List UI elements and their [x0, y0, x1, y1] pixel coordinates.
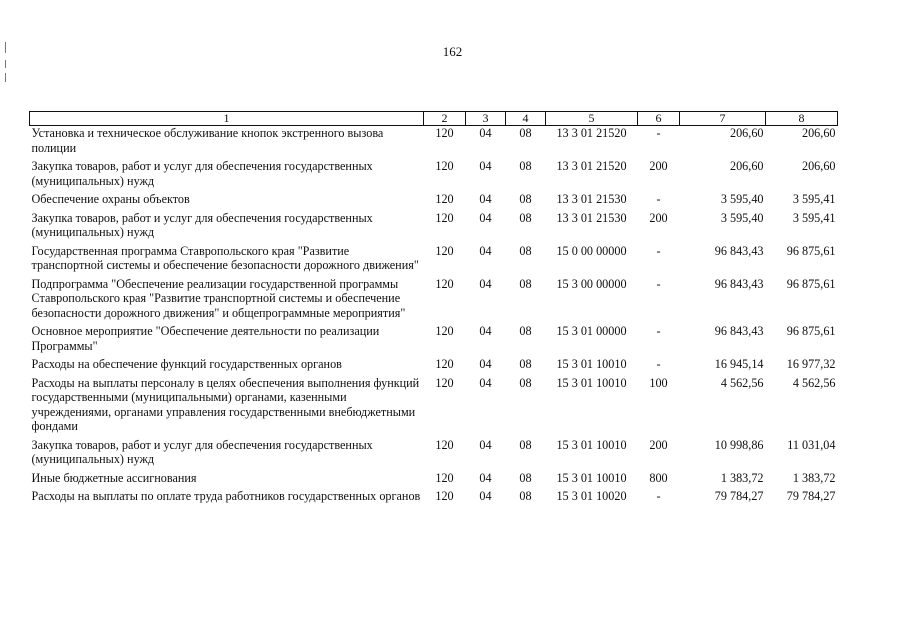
- column-header: 4: [506, 112, 546, 126]
- subsection-code-cell: 08: [519, 276, 532, 291]
- row-name-cell: Государственная программа Ставропольского края "Развитие транспортной системы и обеспечение безопасности дорожного движения": [31, 243, 419, 272]
- section-code-cell: 04: [479, 324, 492, 338]
- subsection-code-cell: 08: [519, 357, 532, 371]
- ministry-code-cell: 120: [435, 375, 454, 390]
- column-header: 7: [680, 112, 766, 126]
- ministry-code-cell: 120: [435, 489, 454, 503]
- section-code-cell: 04: [479, 126, 492, 140]
- expense-type-cell: -: [656, 126, 661, 140]
- amount-col7-cell: 96 843,43: [714, 276, 764, 291]
- ministry-code-cell: 120: [435, 159, 454, 173]
- expense-type-cell: -: [656, 192, 661, 206]
- amount-col8-cell: 16 977,32: [786, 357, 836, 371]
- column-header: 6: [638, 112, 680, 126]
- target-article-cell: 13 3 01 21520: [556, 159, 627, 173]
- table-header-row: [30, 112, 838, 126]
- ministry-code-cell: 120: [435, 192, 454, 206]
- expense-type-cell: 200: [649, 210, 668, 225]
- subsection-code-cell: 08: [519, 324, 532, 338]
- row-name-cell: Обеспечение охраны объектов: [31, 192, 190, 206]
- subsection-code-cell: 08: [519, 192, 532, 206]
- table-row: [30, 159, 838, 192]
- table-row: [30, 244, 838, 277]
- section-code-cell: 04: [479, 375, 492, 390]
- expense-type-cell: 200: [649, 437, 668, 452]
- amount-col7-cell: 3 595,40: [720, 210, 764, 225]
- expense-type-cell: -: [656, 243, 661, 258]
- section-code-cell: 04: [479, 489, 492, 503]
- expense-type-cell: 100: [649, 375, 668, 390]
- budget-table: [29, 111, 838, 508]
- margin-mark: [5, 60, 6, 68]
- subsection-code-cell: 08: [519, 375, 532, 390]
- table-row: [30, 489, 838, 508]
- ministry-code-cell: 120: [435, 126, 454, 140]
- ministry-code-cell: 120: [435, 210, 454, 225]
- column-header: 8: [766, 112, 838, 126]
- amount-col7-cell: 10 998,86: [714, 437, 764, 452]
- target-article-cell: 15 3 01 10020: [556, 489, 627, 503]
- amount-col8-cell: 1 383,72: [792, 470, 836, 485]
- column-header: 1: [30, 112, 424, 126]
- row-name-cell: Расходы на выплаты по оплате труда работников государственных органов: [31, 489, 421, 503]
- target-article-cell: 15 3 01 10010: [556, 357, 627, 371]
- section-code-cell: 04: [479, 210, 492, 225]
- row-name-cell: Закупка товаров, работ и услуг для обеспечения государственных (муниципальных) нужд: [31, 210, 373, 239]
- amount-col8-cell: 3 595,41: [792, 210, 836, 225]
- ministry-code-cell: 120: [435, 324, 454, 338]
- ministry-code-cell: 120: [435, 243, 454, 258]
- amount-col8-cell: 11 031,04: [787, 437, 836, 452]
- table-row: [30, 192, 838, 211]
- subsection-code-cell: 08: [519, 159, 532, 173]
- subsection-code-cell: 08: [519, 126, 532, 140]
- row-name-cell: Установка и техническое обслуживание кнопок экстренного вызова полиции: [31, 126, 384, 155]
- subsection-code-cell: 08: [519, 489, 532, 503]
- target-article-cell: 15 0 00 00000: [556, 243, 627, 258]
- table-row: [30, 438, 838, 471]
- amount-col7-cell: 3 595,40: [720, 192, 764, 206]
- table-row: [30, 324, 838, 357]
- amount-col7-cell: 16 945,14: [714, 357, 764, 371]
- subsection-code-cell: 08: [519, 470, 532, 485]
- table-row: [30, 376, 838, 438]
- row-name-cell: Расходы на выплаты персоналу в целях обеспечения выполнения функций государственными (муниципальными) органами, казенными учреждениями, органами управления государственными внебюджетными фондами: [31, 375, 420, 433]
- page-number: 162: [442, 44, 463, 59]
- target-article-cell: 13 3 01 21530: [556, 192, 627, 206]
- section-code-cell: 04: [479, 243, 492, 258]
- column-header: 3: [466, 112, 506, 126]
- amount-col8-cell: 206,60: [801, 159, 836, 173]
- expense-type-cell: -: [656, 357, 661, 371]
- ministry-code-cell: 120: [435, 276, 454, 291]
- subsection-code-cell: 08: [519, 437, 532, 452]
- row-name-cell: Закупка товаров, работ и услуг для обеспечения государственных (муниципальных) нужд: [31, 437, 373, 466]
- table-row: [30, 471, 838, 490]
- expense-type-cell: 200: [649, 159, 668, 173]
- row-name-cell: Закупка товаров, работ и услуг для обеспечения государственных (муниципальных) нужд: [31, 159, 373, 188]
- amount-col8-cell: 96 875,61: [786, 243, 836, 258]
- row-name-cell: Подпрограмма "Обеспечение реализации государственной программы Ставропольского края "Развитие транспортной системы и обеспечение безопасности дорожного движения" и общепрограммные мероприятия": [31, 276, 406, 320]
- ministry-code-cell: 120: [435, 437, 454, 452]
- amount-col7-cell: 79 784,27: [714, 489, 764, 503]
- target-article-cell: 15 3 01 10010: [556, 470, 627, 485]
- amount-col8-cell: 4 562,56: [792, 375, 836, 390]
- amount-col8-cell: 96 875,61: [786, 324, 836, 338]
- amount-col8-cell: 3 595,41: [792, 192, 836, 206]
- expense-type-cell: -: [656, 324, 661, 338]
- section-code-cell: 04: [479, 159, 492, 173]
- row-name-cell: Иные бюджетные ассигнования: [31, 470, 197, 485]
- section-code-cell: 04: [479, 357, 492, 371]
- target-article-cell: 15 3 00 00000: [556, 276, 627, 291]
- amount-col8-cell: 96 875,61: [786, 276, 836, 291]
- row-name-cell: Расходы на обеспечение функций государственных органов: [31, 357, 342, 371]
- section-code-cell: 04: [479, 470, 492, 485]
- target-article-cell: 13 3 01 21530: [556, 210, 627, 225]
- target-article-cell: 13 3 01 21520: [556, 126, 627, 140]
- target-article-cell: 15 3 01 10010: [556, 375, 627, 390]
- amount-col8-cell: 206,60: [801, 126, 836, 140]
- amount-col7-cell: 1 383,72: [720, 470, 764, 485]
- section-code-cell: 04: [479, 437, 492, 452]
- column-header: 5: [546, 112, 638, 126]
- expense-type-cell: -: [656, 276, 661, 291]
- amount-col7-cell: 206,60: [729, 126, 764, 140]
- margin-mark: [5, 73, 6, 82]
- table-row: [30, 277, 838, 325]
- expense-type-cell: -: [656, 489, 661, 503]
- column-header: 2: [424, 112, 466, 126]
- amount-col8-cell: 79 784,27: [786, 489, 836, 503]
- table-row: [30, 211, 838, 244]
- expense-type-cell: 800: [649, 470, 668, 485]
- subsection-code-cell: 08: [519, 210, 532, 225]
- target-article-cell: 15 3 01 10010: [556, 437, 627, 452]
- target-article-cell: 15 3 01 00000: [556, 324, 627, 338]
- amount-col7-cell: 206,60: [729, 159, 764, 173]
- table-row: [30, 126, 838, 160]
- table-row: [30, 357, 838, 376]
- amount-col7-cell: 4 562,56: [720, 375, 764, 390]
- section-code-cell: 04: [479, 276, 492, 291]
- ministry-code-cell: 120: [435, 357, 454, 371]
- amount-col7-cell: 96 843,43: [714, 324, 764, 338]
- subsection-code-cell: 08: [519, 243, 532, 258]
- amount-col7-cell: 96 843,43: [714, 243, 764, 258]
- row-name-cell: Основное мероприятие "Обеспечение деятельности по реализации Программы": [31, 324, 380, 353]
- section-code-cell: 04: [479, 192, 492, 206]
- ministry-code-cell: 120: [435, 470, 454, 485]
